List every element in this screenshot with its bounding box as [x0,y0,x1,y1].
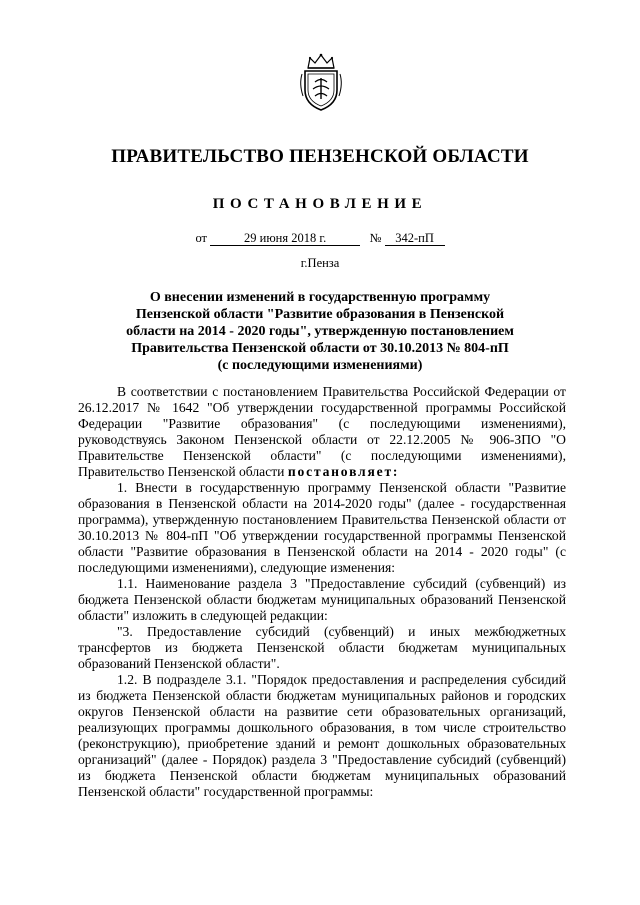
document-kind: ПОСТАНОВЛЕНИЕ [212,196,428,212]
number-prefix: № [369,231,382,245]
government-name: ПРАВИТЕЛЬСТВО ПЕНЗЕНСКОЙ ОБЛАСТИ [111,146,529,167]
decree-word: постановляет: [287,464,400,479]
paragraph-1-1: 1.1. Наименование раздела 3 "Предоставление субсидий (субвенций) из бюджета Пензенской области бюджетам муниципальных образований Пензенской области" изложить в следующей редакции: [78,576,566,623]
document-title [100,289,540,374]
preamble-text: В соответствии с постановлением Правительства Российской Федерации от 26.12.2017 № 1642 "Об утверждении государственной программы Российской Федерации "Развитие образования" (с последующими изменениями), руководствуясь Законом Пензенской области от 22.12.2005 № 906-ЗПО "О Правительстве Пензенской области" (с последующими изменениями), Правительство Пензенской области [78,384,566,479]
date-prefix: от [195,231,207,245]
preamble-paragraph [78,384,566,480]
date-number-line [0,231,640,246]
document-number: 342-пП [385,232,445,246]
city: г.Пенза [300,256,340,270]
document-date: 29 июня 2018 г. [210,232,360,246]
title-line: области на 2014 - 2020 годы", утвержденную постановлением [126,324,514,339]
title-line: О внесении изменений в государственную программу [149,290,491,305]
paragraph-1-1-quote: "3. Предоставление субсидий (субвенций) и иных межбюджетных трансфертов из бюджета Пензенской области бюджетам муниципальных образований Пензенской области". [78,624,566,671]
title-line: (с последующими изменениями) [217,358,423,373]
coat-of-arms-icon [296,52,346,112]
title-line: Пензенской области "Развитие образования в Пензенской [135,307,505,322]
paragraph-1-2: 1.2. В подразделе 3.1. "Порядок предоставления и распределения субсидий из бюджета Пензенской области бюджетам муниципальных районов и городских округов Пензенской области на развитие сети образовательных организаций, реализующих программы дошкольного образования, в том числе строительство (реконструкцию), приобретение зданий и ремонт дошкольных образовательных организаций" (далее - Порядок) раздела 3 "Предоставление субсидий (субвенций) из бюджета Пензенской области бюджетам муниципальных образований Пензенской области" государственной программы: [78,672,566,799]
paragraph-1: 1. Внести в государственную программу Пензенской области "Развитие образования в Пензенской области на 2014-2020 годы" (далее - государственная программа), утвержденную постановлением Правительства Пензенской области от 30.10.2013 № 804-пП "Об утверждении государственной программы Пензенской области "Развитие образования в Пензенской области на 2014 - 2020 годы" (с последующими изменениями), следующие изменения: [78,480,566,575]
title-line: Правительства Пензенской области от 30.10.2013 № 804-пП [131,341,509,356]
document-body [78,384,566,800]
